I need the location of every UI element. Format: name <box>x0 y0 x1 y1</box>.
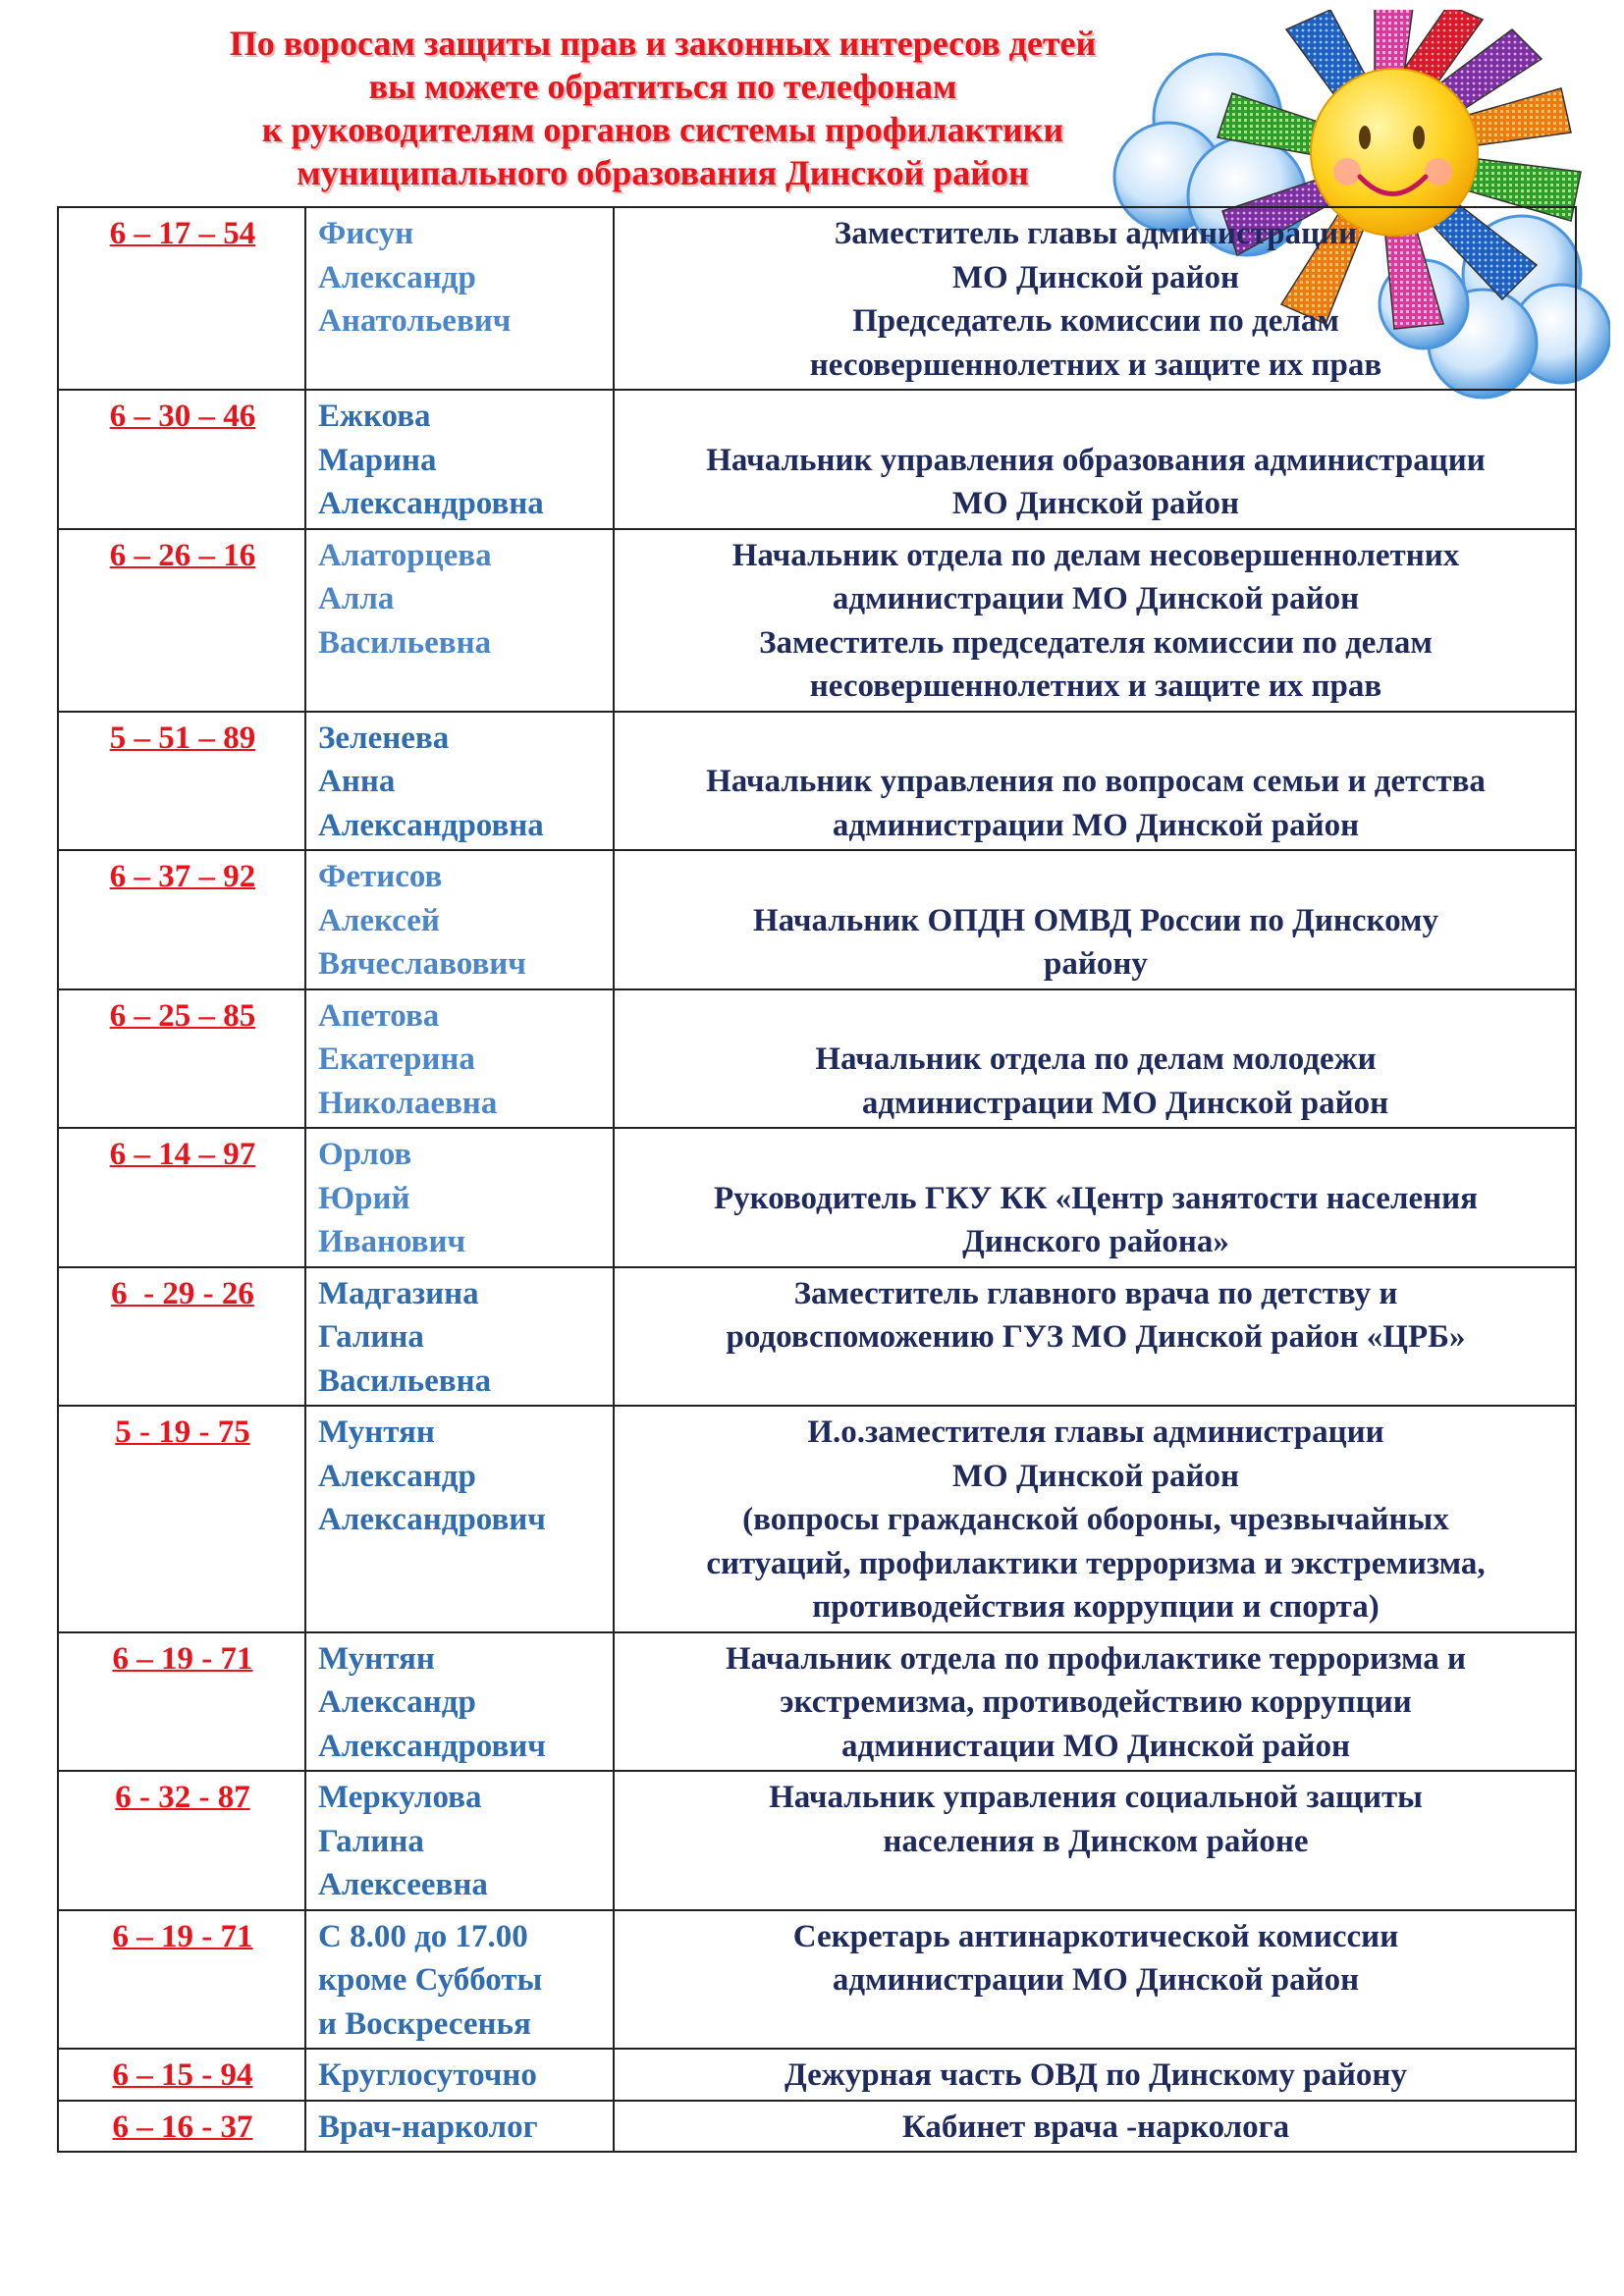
role-cell <box>614 712 1576 851</box>
table-row <box>58 207 1576 390</box>
role-line: Начальник отдела по делам молодежи <box>815 1041 1377 1077</box>
role-line: МО Динской район <box>951 259 1240 295</box>
role-cell <box>614 2049 1576 2101</box>
name-line: и Воскресенья <box>318 2005 531 2042</box>
role-line: Председатель комиссии по делам <box>852 303 1339 339</box>
phone-link[interactable]: 6 – 25 – 85 <box>109 997 256 1034</box>
title-line: вы можете обратиться по телефонам <box>368 67 957 106</box>
phone-link[interactable]: 6 - 32 - 87 <box>115 1780 250 1815</box>
table-row <box>58 2049 1576 2101</box>
name-cell <box>305 1267 614 1407</box>
table-row <box>58 1267 1576 1407</box>
name-line: Александр <box>318 1458 476 1494</box>
role-line: несовершеннолетних и защите их прав <box>809 668 1382 704</box>
role-line: администрации МО Динской район <box>832 1962 1360 1998</box>
name-cell <box>305 2101 614 2153</box>
role-cell <box>614 1406 1576 1632</box>
name-line: Вячеславович <box>318 946 526 982</box>
role-line: противодействия коррупции и спорта) <box>812 1589 1380 1625</box>
name-line: Врач-нарколог <box>318 2109 538 2145</box>
phone-cell <box>58 1128 305 1267</box>
phone-cell <box>58 529 305 712</box>
role-cell <box>614 1267 1576 1407</box>
table-row <box>58 1910 1576 2050</box>
role-line: ситуаций, профилактики терроризма и экстремизма, <box>706 1545 1486 1581</box>
role-line: населения в Динском районе <box>883 1823 1309 1859</box>
phone-cell <box>58 2101 305 2153</box>
role-line: родовспоможению ГУЗ МО Динской район «ЦРБ» <box>726 1319 1466 1355</box>
page-title <box>59 22 1267 194</box>
name-line: Марина <box>318 442 437 478</box>
phone-cell <box>58 390 305 529</box>
role-line: И.о.заместителя главы администрации <box>807 1415 1384 1450</box>
role-line: Кабинет врача -нарколога <box>901 2109 1290 2145</box>
role-cell <box>614 989 1576 1129</box>
role-cell <box>614 850 1576 989</box>
role-line: Заместитель председателя комиссии по делам <box>759 624 1433 661</box>
name-line: Ежкова <box>318 399 431 434</box>
name-cell <box>305 1632 614 1772</box>
phone-link[interactable]: 5 - 19 - 75 <box>115 1415 250 1450</box>
name-line: Екатерина <box>318 1041 475 1077</box>
name-line: Анатольевич <box>318 303 512 339</box>
table-row <box>58 1406 1576 1632</box>
role-cell <box>614 1632 1576 1772</box>
role-line: администрации МО Динской район <box>832 581 1360 616</box>
name-line: Александровна <box>318 807 544 843</box>
name-line: Александрович <box>318 1728 546 1764</box>
name-cell <box>305 2049 614 2101</box>
phone-link[interactable]: 6 – 15 - 94 <box>112 2057 253 2093</box>
name-line: Алексеевна <box>318 1867 488 1902</box>
role-line: Заместитель главного врача по детству и <box>793 1275 1398 1311</box>
name-line: С 8.00 до 17.00 <box>318 1918 528 1954</box>
role-line: Динского района» <box>962 1224 1229 1259</box>
name-line: Александрович <box>318 1502 546 1537</box>
role-line: (вопросы гражданской обороны, чрезвычайных <box>742 1502 1449 1537</box>
role-line: экстремизма, противодействию коррупции <box>780 1684 1412 1720</box>
table-row <box>58 712 1576 851</box>
table-row <box>58 1128 1576 1267</box>
name-line: кроме Субботы <box>318 1962 543 1998</box>
name-line: Иванович <box>318 1224 466 1259</box>
name-line: Александр <box>318 1684 476 1720</box>
name-cell <box>305 1910 614 2050</box>
name-line: Юрий <box>318 1180 410 1216</box>
role-cell <box>614 529 1576 712</box>
role-line: Руководитель ГКУ КК «Центр занятости населения <box>714 1180 1478 1216</box>
role-cell <box>614 207 1576 390</box>
title-line: муниципального образования Динской район <box>297 153 1029 192</box>
name-line: Мадгазина <box>318 1275 479 1311</box>
table-row <box>58 1771 1576 1910</box>
role-cell <box>614 390 1576 529</box>
name-cell <box>305 1128 614 1267</box>
table-row <box>58 529 1576 712</box>
phone-cell <box>58 989 305 1129</box>
name-line: Васильевна <box>318 624 492 661</box>
phone-cell <box>58 850 305 989</box>
role-line: администации МО Динской район <box>841 1728 1350 1764</box>
table-row <box>58 850 1576 989</box>
title-line: По воросам защиты прав и законных интересов детей <box>229 24 1097 63</box>
contacts-table <box>57 206 1577 2153</box>
phone-link[interactable]: 6 – 17 – 54 <box>109 216 256 251</box>
phone-cell <box>58 1910 305 2050</box>
role-line: Начальник управления образования администрации <box>706 442 1486 478</box>
phone-cell <box>58 712 305 851</box>
name-cell <box>305 207 614 390</box>
role-line: администрации МО Динской район <box>832 807 1360 843</box>
name-line: Орлов <box>318 1137 412 1172</box>
name-line: Апетова <box>318 997 440 1034</box>
role-cell <box>614 1771 1576 1910</box>
name-line: Васильевна <box>318 1362 492 1399</box>
name-cell <box>305 989 614 1129</box>
name-line: Николаевна <box>318 1085 498 1121</box>
phone-link[interactable]: 6 – 19 - 71 <box>112 1640 253 1677</box>
phone-cell <box>58 1771 305 1910</box>
phone-cell <box>58 207 305 390</box>
role-line: несовершеннолетних и защите их прав <box>809 347 1382 383</box>
name-cell <box>305 529 614 712</box>
phone-link[interactable]: 5 – 51 – 89 <box>109 720 256 756</box>
role-cell <box>614 1910 1576 2050</box>
phone-cell <box>58 1267 305 1407</box>
phone-link[interactable]: 6 – 14 – 97 <box>109 1137 256 1172</box>
name-line: Алаторцева <box>318 537 492 573</box>
name-line: Алексей <box>318 902 440 938</box>
name-line: Мунтян <box>318 1640 435 1677</box>
name-line: Александр <box>318 259 476 295</box>
role-line: Начальник отдела по делам несовершеннолетних <box>731 537 1460 573</box>
name-line: Галина <box>318 1823 424 1859</box>
role-line: МО Динской район <box>951 1458 1240 1494</box>
name-line: Алла <box>318 581 395 616</box>
name-cell <box>305 1406 614 1632</box>
name-line: Фисун <box>318 216 414 251</box>
name-line: Зеленева <box>318 720 450 756</box>
table-row <box>58 1632 1576 1772</box>
role-line: Начальник управления по вопросам семьи и детства <box>706 764 1486 799</box>
role-line: Секретарь антинаркотической комиссии <box>792 1918 1399 1954</box>
role-line: Начальник ОПДН ОМВД России по Динскому <box>753 902 1438 938</box>
name-cell <box>305 390 614 529</box>
role-line: Начальник управления социальной защиты <box>769 1780 1423 1815</box>
table-row <box>58 390 1576 529</box>
phone-link[interactable]: 6 – 37 – 92 <box>109 859 256 894</box>
role-line: Начальник отдела по профилактике терроризма и <box>725 1640 1466 1677</box>
role-line: району <box>1044 946 1148 982</box>
phone-link[interactable]: 6 – 19 - 71 <box>112 1918 253 1954</box>
phone-cell <box>58 1632 305 1772</box>
phone-link[interactable]: 6 – 30 – 46 <box>109 399 256 434</box>
role-line: Дежурная часть ОВД по Динскому району <box>785 2057 1407 2093</box>
phone-link[interactable]: 6 – 26 – 16 <box>109 537 256 573</box>
title-line: к руководителям органов системы профилактики <box>261 110 1064 149</box>
name-line: Фетисов <box>318 859 443 894</box>
phone-cell <box>58 1406 305 1632</box>
role-line: МО Динской район <box>951 486 1240 521</box>
name-line: Александровна <box>318 486 544 521</box>
name-cell <box>305 712 614 851</box>
role-line: администрации МО Динской район <box>861 1085 1389 1121</box>
name-line: Меркулова <box>318 1780 482 1815</box>
name-line: Анна <box>318 764 396 799</box>
phone-cell <box>58 2049 305 2101</box>
name-cell <box>305 850 614 989</box>
table-row <box>58 2101 1576 2153</box>
table-row <box>58 989 1576 1129</box>
phone-link[interactable]: 6 – 16 - 37 <box>112 2109 253 2145</box>
role-cell <box>614 2101 1576 2153</box>
phone-link[interactable]: 6 - 29 - 26 <box>111 1275 254 1311</box>
name-line: Галина <box>318 1319 424 1355</box>
name-line: Круглосуточно <box>318 2057 537 2093</box>
name-cell <box>305 1771 614 1910</box>
role-cell <box>614 1128 1576 1267</box>
name-line: Мунтян <box>318 1415 435 1450</box>
role-line: Заместитель главы администрации <box>834 216 1358 251</box>
